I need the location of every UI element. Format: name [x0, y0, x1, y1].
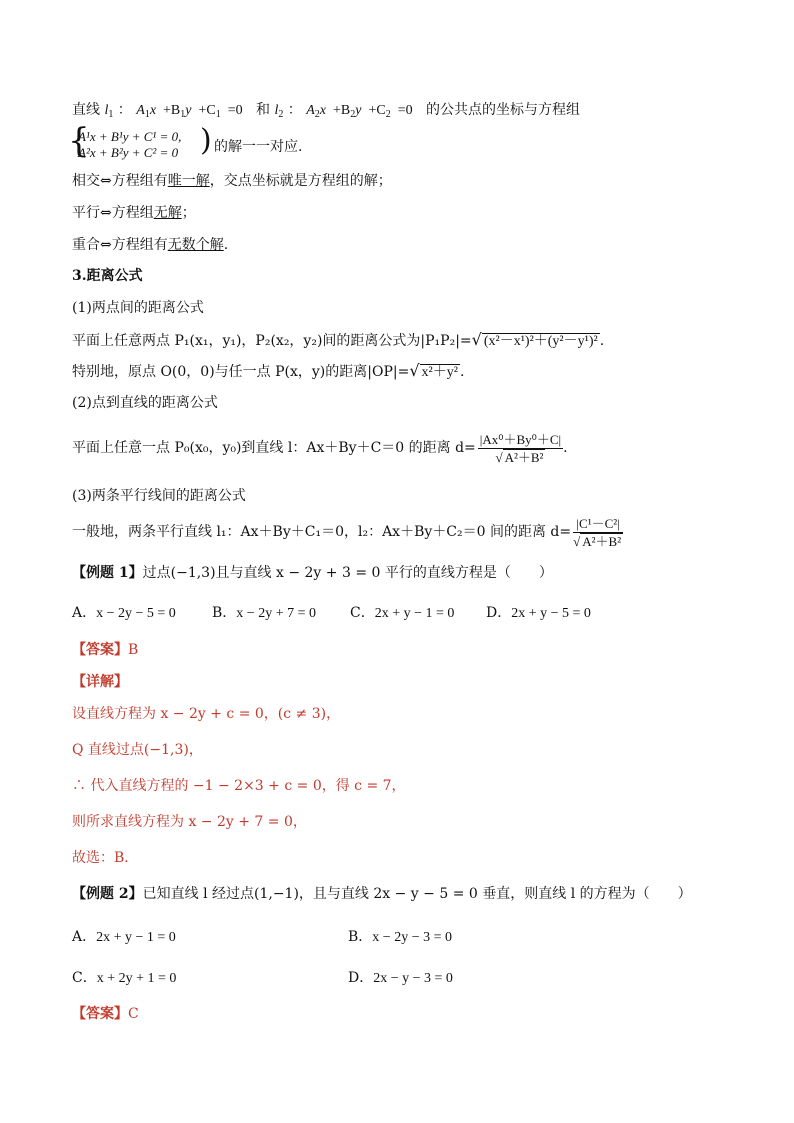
case-coincide: 重合⇔方程组有无数个解. [72, 237, 229, 253]
example1-option-a: A．x − 2y − 5 = 0 [72, 605, 176, 621]
A2: A [306, 103, 315, 118]
x2: x [319, 103, 327, 118]
case-intersect: 相交⇔方程组有唯一解，交点坐标就是方程组的解； [72, 173, 392, 189]
sqrt-icon: √ [409, 361, 420, 380]
system-row-1: A¹x + B¹y + C¹ = 0, [78, 129, 182, 144]
example1-option-b: B．x − 2y + 7 = 0 [212, 605, 316, 621]
point-line-fraction: $\frac{\text{|Ax⁰＋By⁰＋C|}}{\text{√ A²＋B²}}$ [479, 431, 562, 465]
example1-step-2: Q 直线过点(−1,3)， [72, 742, 203, 758]
plus-C2: +C [368, 103, 386, 118]
system-tail: 的解一一对应. [214, 139, 303, 155]
plus-B1: +B [163, 103, 181, 118]
A1-sub: 1 [144, 109, 150, 120]
colon-1: ： [117, 102, 132, 118]
C2-sub: 2 [385, 109, 391, 120]
case-parallel: 平行⇔方程组无解； [72, 205, 196, 221]
example1-option-c: C．2x + y − 1 = 0 [350, 605, 455, 621]
B2-sub: 2 [350, 109, 356, 120]
example1-step-5: 故选：B． [72, 850, 139, 866]
example1-step-1: 设直线方程为 x − 2y + c = 0，(c ≠ 3)， [72, 706, 341, 722]
colon-2: ： [287, 102, 302, 118]
system-row-2: A²x + B²y + C² = 0 [78, 145, 179, 160]
section-heading-distance: 3.距离公式 [72, 268, 143, 284]
example1-detail-label: 【详解】 [72, 674, 128, 690]
point-line-formula: 平面上任意一点 P₀(x₀，y₀)到直线 l：Ax＋By＋C＝0 的距离 d= $\frac{\text{|Ax⁰＋By⁰＋C|}}{\text{√ A²＋B²}}$ . [72, 431, 568, 465]
parallel-formula: 一般地，两条平行直线 l₁：Ax＋By＋C₁＝0，l₂：Ax＋By＋C₂＝0 间的距离 d= $\frac{\text{|C¹－C²|}}{\text{√ A²＋B²}}$ [72, 515, 622, 549]
intro-tail: 的公共点的坐标与方程组 [425, 102, 580, 118]
example1-label: 【例题 1】 [72, 565, 143, 581]
example1-step-3: ∴ 代入直线方程的 −1 − 2×3 + c = 0，得 c = 7， [72, 778, 406, 794]
plus-B2: +B [333, 103, 351, 118]
example2-label: 【例题 2】 [72, 886, 143, 902]
y1: y [185, 103, 192, 118]
intro-line [72, 100, 580, 122]
parallel-keyword: 无解 [153, 205, 182, 221]
example2-answer: 【答案】C [72, 1006, 139, 1022]
y2: y [355, 103, 362, 118]
C1-sub: 1 [215, 109, 221, 120]
l1-sub: 1 [108, 109, 114, 120]
A2-sub: 2 [314, 109, 320, 120]
example1-option-d: D．2x + y − 5 = 0 [486, 605, 591, 621]
l2-sub: 2 [278, 109, 284, 120]
example2-option-d: D．2x − y − 3 = 0 [348, 970, 453, 986]
system-right-brace: ) [200, 123, 212, 158]
example2-option-b: B．x − 2y − 3 = 0 [348, 929, 452, 945]
two-point-formula: 平面上任意两点 P₁(x₁，y₁)，P₂(x₂，y₂)间的距离公式为|P₁P₂|=√ (x²－x¹)²＋(y²－y¹)² . [72, 330, 605, 349]
system-left-brace: { [68, 121, 90, 161]
sub-heading-two-point: (1)两点间的距离公式 [72, 300, 204, 316]
l2-symbol: l [274, 103, 279, 118]
A1: A [136, 103, 145, 118]
sub-heading-point-line: (2)点到直线的距离公式 [72, 395, 218, 411]
plus-C1: +C [198, 103, 216, 118]
parallel-fraction: $\frac{\text{|C¹－C²|}}{\text{√ A²＋B²}}$ [573, 515, 622, 549]
intro-lead: 直线 [72, 102, 100, 118]
x1: x [149, 103, 157, 118]
intersect-keyword: 唯一解 [167, 173, 210, 189]
example2-option-c: C．x + 2y + 1 = 0 [72, 970, 177, 986]
sub-heading-parallel: (3)两条平行线间的距离公式 [72, 488, 246, 504]
example1-answer: 【答案】B [72, 642, 139, 658]
and-word: 和 [255, 102, 270, 118]
example2-option-a: A．2x + y − 1 = 0 [72, 929, 176, 945]
eq0-2: =0 [397, 103, 413, 118]
eq0-1: =0 [227, 103, 243, 118]
example2-question: 【例题 2】已知直线 l 经过点(1,−1)，且与直线 2x − y − 5 = 0 垂直，则直线 l 的方程为（ ） [72, 886, 692, 902]
example1-question: 【例题 1】过点(−1,3)且与直线 x − 2y + 3 = 0 平行的直线方程是（ ） [72, 565, 553, 581]
origin-formula: 特别地，原点 O(0，0)与任一点 P(x，y)的距离|OP|=√ x²＋y² . [72, 361, 465, 380]
example1-step-4: 则所求直线方程为 x − 2y + 7 = 0， [72, 814, 307, 830]
B1-sub: 1 [180, 109, 186, 120]
two-point-radicand: (x²－x¹)²＋(y²－y¹)² [483, 334, 598, 349]
l1-symbol: l [104, 103, 109, 118]
origin-radicand: x²＋y² [421, 365, 458, 380]
sqrt-icon: √ [471, 330, 482, 349]
coincide-keyword: 无数个解 [167, 237, 224, 253]
